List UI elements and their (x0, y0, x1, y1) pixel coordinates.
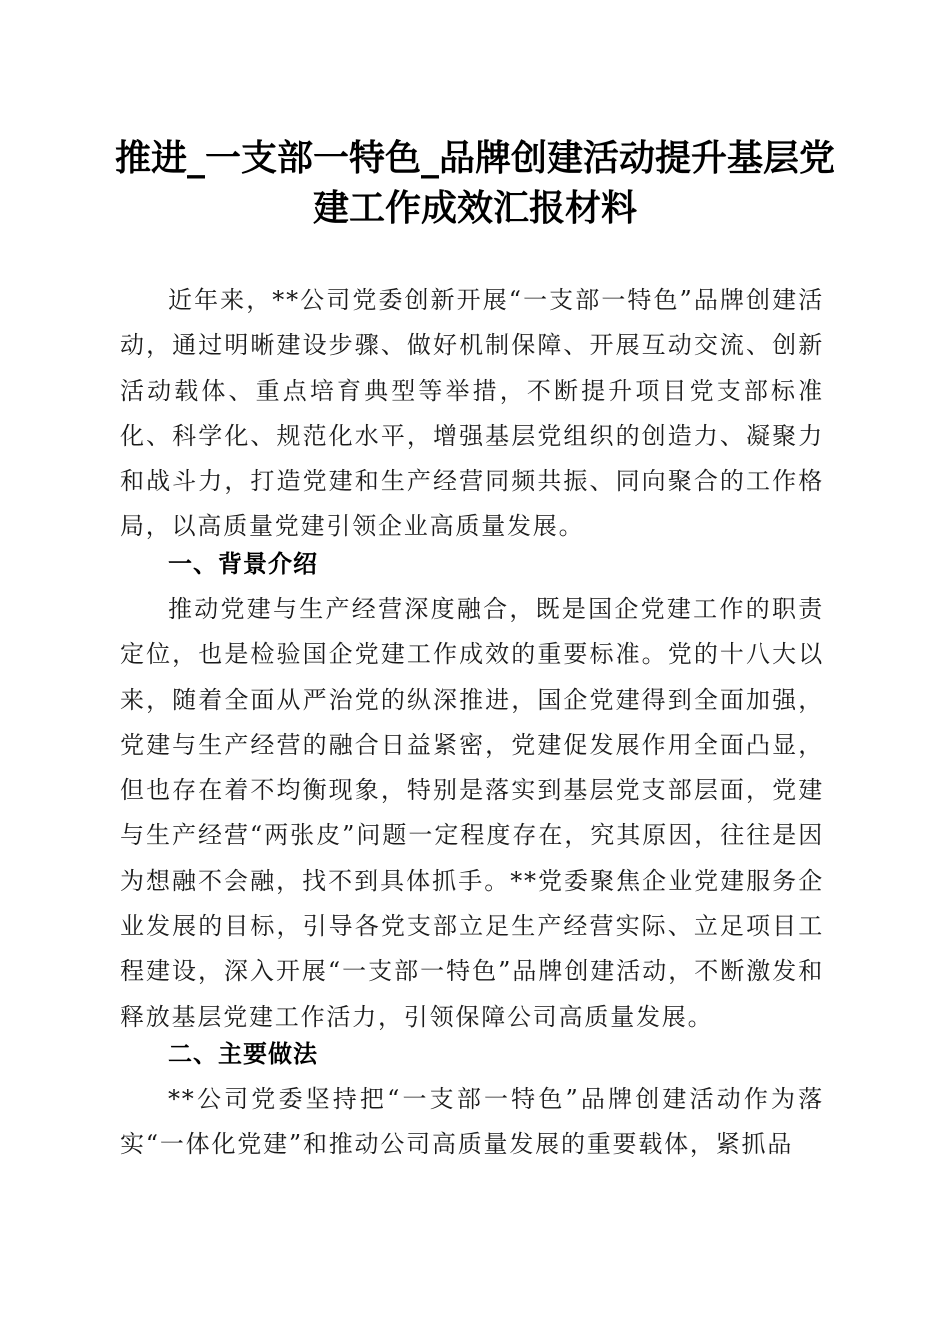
title-line-1: 推进_一支部一特色_品牌创建活动提升基层党 (114, 137, 835, 179)
practices-paragraph: **公司党委坚持把“一支部一特色”品牌创建活动作为落实“一体化党建”和推动公司高质量发展的重要载体，紧抓品 (120, 1085, 824, 1159)
intro-paragraph: 近年来，**公司党委创新开展“一支部一特色”品牌创建活动，通过明晰建设步骤、做好机制保障、开展互动交流、创新活动载体、重点培育典型等举措，不断提升项目党支部标准化、科学化、规范化水平，增强基层党组织的创造力、凝聚力和战斗力，打造党建和生产经营同频共振、同向聚合的工作格局，以高质量党建引领企业高质量发展。 (120, 286, 824, 541)
background-paragraph: 推动党建与生产经营深度融合，既是国企党建工作的职责定位，也是检验国企党建工作成效的重要标准。党的十八大以来，随着全面从严治党的纵深推进，国企党建得到全面加强，党建与生产经营的融合日益紧密，党建促发展作用全面凸显，但也存在着不均衡现象，特别是落实到基层党支部层面，党建与生产经营“两张皮”问题一定程度存在，究其原因，往往是因为想融不会融，找不到具体抓手。**党委聚焦企业党建服务企业发展的目标，引导各党支部立足生产经营实际、立足项目工程建设，深入开展“一支部一特色”品牌创建活动，不断激发和释放基层党建工作活力，引领保障公司高质量发展。 (120, 595, 824, 1031)
section-heading-practices: 二、主要做法 (168, 1040, 318, 1068)
section-heading-background: 一、背景介绍 (168, 550, 318, 578)
document-title (0, 133, 950, 233)
title-line-2: 建工作成效汇报材料 (312, 187, 637, 229)
